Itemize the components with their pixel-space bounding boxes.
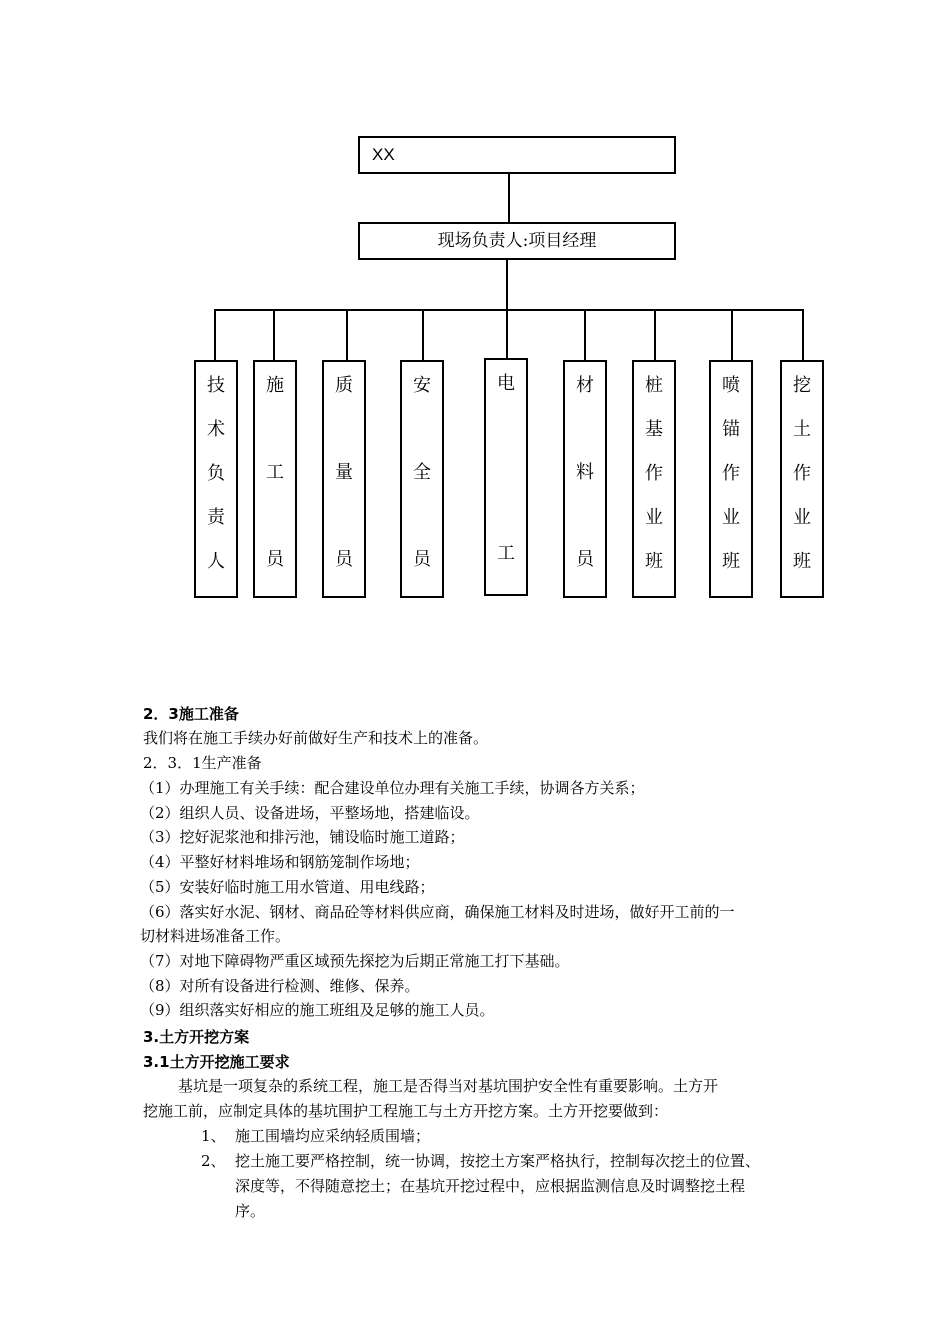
org-role-char: 业 [722,507,740,528]
org-role-box [322,360,366,598]
connector-role [346,309,348,360]
org-role-char: 人 [207,551,225,572]
paragraph: 基坑是一项复杂的系统工程，施工是否得当对基坑围护安全性有重要影响。土方开 [178,1077,719,1095]
connector-role [422,309,424,360]
org-role-char: 员 [576,549,594,570]
org-role-char: 基 [645,419,663,440]
list-item: （6）落实好水泥、钢材、商品砼等材料供应商，确保施工材料及时进场，做好开工前的一 [140,902,735,921]
org-role-char: 料 [576,462,594,483]
org-role-box [484,358,528,596]
org-role-box [632,360,676,598]
org-role-box [400,360,444,598]
org-role-char: 锚 [722,419,740,440]
list-item: （7）对地下障碍物严重区域预先探挖为后期正常施工打下基础。 [140,951,570,970]
org-role-char: 桩 [645,375,663,396]
heading-2-3-1: 2．3．1生产准备 [143,754,262,772]
org-role-char: 负 [207,463,225,484]
list-item: （4）平整好材料堆场和钢筋笼制作场地； [140,853,420,872]
org-role-char: 业 [645,507,663,528]
connector-role [802,309,804,360]
org-role-char: 量 [335,462,353,483]
heading-2-3: 2．3施工准备 [143,705,239,723]
org-role-char: 员 [413,549,431,570]
list-item: （9）组织落实好相应的施工班组及足够的施工人员。 [140,1001,495,1020]
org-role-box [709,360,753,598]
list-number: 1、 [201,1127,226,1145]
org-role-char: 土 [793,419,811,440]
org-role-char: 班 [793,551,811,572]
connector-top [508,174,510,222]
org-role-box [253,360,297,598]
list-item: （2）组织人员、设备进场，平整场地，搭建临设。 [140,803,480,822]
org-role-char: 班 [722,551,740,572]
org-role-char: 质 [335,375,353,396]
org-manager-box: 现场负责人:项目经理 [358,222,676,260]
org-role-char: 术 [207,419,225,440]
org-role-char: 全 [413,462,431,483]
connector-role [214,309,216,360]
heading-3-1: 3.1土方开挖施工要求 [143,1053,290,1071]
connector-role [506,309,508,358]
org-role-char: 挖 [793,375,811,396]
paragraph: 我们将在施工手续办好前做好生产和技术上的准备。 [143,729,489,747]
org-role-char: 作 [793,463,811,484]
connector-role [584,309,586,360]
list-item-text: 施工围墙均应采纳轻质围墙； [235,1127,431,1145]
connector-role [731,309,733,360]
org-role-char: 施 [266,375,284,396]
heading-3: 3.土方开挖方案 [143,1028,250,1046]
list-item-text: 挖土施工要严格控制，统一协调，按挖土方案严格执行，控制每次挖土的位置、 [235,1152,761,1170]
org-top-box: XX [358,136,676,174]
org-role-box [563,360,607,598]
connector-role [654,309,656,360]
connector-role [273,309,275,360]
org-role-char: 工 [266,462,284,483]
list-item: （3）挖好泥浆池和排污池，铺设临时施工道路； [140,828,465,847]
org-role-char: 材 [576,375,594,396]
org-role-char: 作 [722,463,740,484]
org-role-char: 员 [335,549,353,570]
connector-manager [506,260,508,310]
org-role-char: 技 [207,375,225,396]
org-role-char: 作 [645,463,663,484]
org-role-char: 班 [645,551,663,572]
connector-horizontal [214,309,804,311]
org-role-char: 电 [497,373,515,394]
list-item-text: 深度等，不得随意挖土；在基坑开挖过程中，应根据监测信息及时调整挖土程 [235,1177,746,1195]
list-item: （1）办理施工有关手续：配合建设单位办理有关施工手续，协调各方关系； [140,779,645,797]
list-item: （8）对所有设备进行检测、维修、保养。 [140,976,420,995]
list-number: 2、 [201,1152,226,1170]
org-role-box [194,360,238,598]
org-role-char: 员 [266,549,284,570]
list-item: （5）安装好临时施工用水管道、用电线路； [140,877,435,896]
list-item: 切材料进场准备工作。 [140,927,291,946]
paragraph: 挖施工前，应制定具体的基坑围护工程施工与土方开挖方案。土方开挖要做到： [143,1102,669,1120]
org-role-box [780,360,824,598]
list-item-text: 序。 [235,1202,266,1220]
org-role-char: 喷 [722,375,740,396]
org-role-char: 工 [497,543,515,564]
org-role-char: 业 [793,507,811,528]
org-role-char: 安 [413,375,431,396]
org-role-char: 责 [207,507,225,528]
